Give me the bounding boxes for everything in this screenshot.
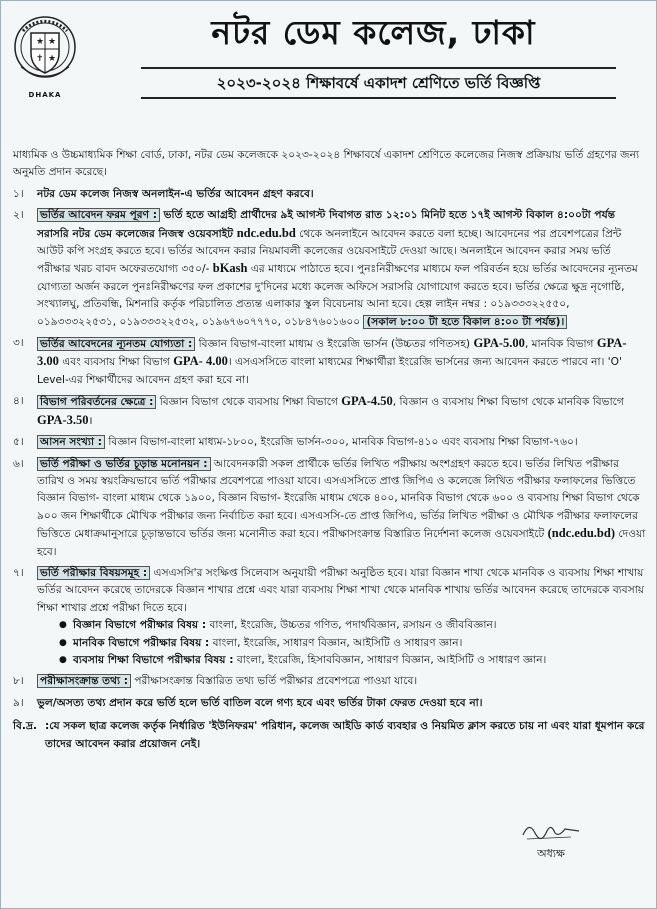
item-number: ৬। [13,457,24,470]
item-body [37,335,646,389]
website-link: ndc.edu.bd [236,225,296,240]
item-number: ৩। [13,337,24,350]
note-block [13,718,646,753]
item-heading: বিভাগ পরিবর্তনের ক্ষেত্রে : [37,395,156,409]
item-text: বিজ্ঞান বিভাগ থেকে ব্যবসায় শিক্ষা বিভাগে [156,396,342,409]
list-item [13,456,646,561]
svg-text:★: ★ [48,54,57,64]
item-heading: পরীক্ষাসংক্রান্ত তথ্য : [37,674,131,688]
subject-label: ব্যবসায় শিক্ষা বিভাগে পরীক্ষার বিষয় : [73,653,234,666]
item-number: ৯। [13,696,24,709]
svg-text:★: ★ [36,37,45,47]
item-text: । [88,414,93,427]
helpline-hours: (সকাল ৮:০০ টা হতে বিকাল ৪:০০ টা পর্যন্ত)। [363,315,567,329]
item-heading: ভর্তির আবেদনের ন্যূনতম যোগ্যতা : [37,337,195,351]
gpa-value: GPA-5.00 [473,336,525,351]
notice-header [1,1,656,113]
subject-value: বাংলা, ইংরেজি, সাধারণ বিজ্ঞান, আইসিটি ও সাধারণ জ্ঞান। [209,636,463,649]
gpa-value: GPA- 4.00 [173,354,228,369]
item-text: , মানবিক বিভাগ [524,338,597,351]
notice-subtitle: ২০২৩-২০২৪ শিক্ষাবর্ষে একাদশ শ্রেণিতে ভর্তি বিজ্ঞপ্তি [141,67,616,99]
item-heading: ভর্তি পরীক্ষার বিষয়সমূহ : [37,566,150,580]
principal-title: অধ্যক্ষ [537,847,565,860]
list-item [13,695,646,712]
subject-label: মানবিক বিভাগে পরীক্ষার বিষয় : [73,636,210,649]
item-number: ৮। [13,675,24,688]
subject-item [73,635,646,652]
item-text: । এসএসসিতে বাংলা মাধ্যমের শিক্ষার্থীরা ইংরেজি ভার্সনের জন্য আবেদন করতে পারবে না। 'O' Level-এর শিক্ষার্থীদের আবেদন গ্রহণ করা হবে না। [37,356,622,386]
item-body [37,456,646,561]
signature-mark [521,819,581,841]
item-text: আবেদনকারী সকল প্রার্থীকে ভর্তির লিখিত পরীক্ষায় অংশগ্রহণ করতে হবে। ভর্তির লিখিত পরীক্ষার তারিখ ও সময় স্বয়ংক্রিয়ভাবে ভর্তি পরীক্ষার প্রবেশপত্রে পাওয়া যাবে। এসএসসিতে প্রাপ্ত জিপিএ ও কলেজে লিখিত পরীক্ষার ফলাফলের ভিত্তিতে বিজ্ঞান বিভাগ- বাংলা মাধ্যম থেকে ১৯০০, বিজ্ঞান বিভাগ- ইংরেজি মাধ্যম থেকে ৪০০, মানবিক বিভাগ থেকে ৬০০ ও ব্যবসায় শিক্ষা বিভাগ থেকে ৯০০ জন শিক্ষার্থীকে মৌখিক পরীক্ষার জন্য নির্বাচিত করা হবে। এসএসসি-তে প্রাপ্ত জিপিএ, ভর্তির লিখিত পরীক্ষা ও মৌখিক পরীক্ষার ফলাফলের ভিত্তিতে মেধাক্রমানুসারে চূড়ান্তভাবে ভর্তির জন্য মনোনীত করা হবে। পরীক্ষাসংক্রান্ত বিস্তারিত নির্দেশনা কলেজ ওয়েবসাইটে [37,457,640,541]
item-number: ৪। [13,395,24,408]
item-heading: ভর্তির আবেদন ফরম পূরণ : [37,208,160,222]
bkash-label: bKash [212,261,248,276]
item-text: ভুল/অসত্য তথ্য প্রদান করে ভর্তি হলে ভর্তি বাতিল বলে গণ্য হবে এবং ভর্তির টাকা ফেরত দেওয়া হবে না। [37,696,483,709]
gpa-value: GPA-3.00 [37,336,627,369]
principal-signature [506,819,596,864]
gpa-value: GPA-4.50 [341,394,393,409]
list-item [13,434,646,451]
notice-body [13,147,646,753]
item-number: ১। [13,187,24,200]
item-text: বিজ্ঞান বিভাগ-বাংলা মাধ্যম ও ইংরেজি ভার্সন (উচ্চতর গণিতসহ) [195,338,474,351]
note-text: :যে সকল ছাত্র কলেজ কর্তৃক নির্ধারিত 'ইউনিফরম' পরিধান, কলেজ আইডি কার্ড ব্যবহার ও নিয়মিত ক্লাস করতে চায় না এবং যারা ধূমপান করে তাদের আবেদন করার প্রয়োজন নেই। [45,720,645,750]
list-item [13,673,646,690]
item-text: পরীক্ষাসংক্রান্ত বিস্তারিত তথ্য ভর্তি পরীক্ষার প্রবেশপত্রে পাওয়া যাবে। [131,675,418,688]
item-body [37,393,646,430]
subject-item [73,652,646,669]
website-link: (ndc.edu.bd) [547,526,615,541]
note-label: বি.দ্র. [13,720,38,733]
subject-item [73,617,646,634]
item-text: নটর ডেম কলেজ নিজস্ব অনলাইন-এ ভর্তির আবেদন গ্রহণ করবে। [37,187,314,200]
item-text: এর মাধ্যমে পাঠাতে হবে। পুনঃনিরীক্ষণের মাধ্যমে ফল পরিবর্তন হয়ে ভর্তির আবেদনের ন্যূনতম যোগ্যতা অর্জন করলে পুনঃনিরীক্ষণের ফল প্রকাশের দু'দিনের মধ্যে কলেজ অফিসে সরাসরি যোগাযোগ করতে হবে। ভর্তির ক্ষেত্রে ক্ষুদ্র নৃগোষ্ঠি, সংখ্যালঘু, প্রতিবন্ধি, মিশনারি কর্তৃক পরিচালিত প্রত্যন্ত এলাকার স্কুল বিবেচনায় আনা হবে। হেল্প লাইন নম্বর : ০১৯৩৩৩২২৫৫০, ০১৯৩৩৩২২৫৩১, ০১৯৩৩৩২২৫৩২, ০১৯৬৭৬০৭৭৭০, ০১৮৪৭৬০১৬০০ [37,263,638,328]
subject-value: বাংলা, ইংরেজি, উচ্চতর গণিত, পদার্থবিজ্ঞান, রসায়ন ও জীববিজ্ঞান। [206,619,497,632]
item-number: ৫। [13,436,24,449]
college-title: নটর ডেম কলেজ, ঢাকা [211,13,536,52]
list-item [13,207,646,331]
list-item [13,393,646,430]
item-text: দেওয়া হবে। [37,528,646,558]
item-text: এবং ব্যবসায় শিক্ষা বিভাগ [58,356,174,369]
list-item [13,565,646,669]
subject-label: বিজ্ঞান বিভাগে পরীক্ষার বিষয় : [73,619,207,632]
list-item [13,186,646,203]
item-body [37,207,646,331]
item-text: এসএসসি'র সংক্ষিপ্ত সিলেবাস অনুযায়ী পরীক্ষা অনুষ্ঠিত হবে। যারা বিজ্ঞান শাখা থেকে মানবিক ও ব্যবসায় শিক্ষা শাখায় ভর্তির আবেদন করেছে তাদেরকে বিজ্ঞান শাখার প্রশ্নে এবং যারা ব্যবসায় শিক্ষা শাখা থেকে মানবিক শাখায় ভর্তির আবেদন করেছে তাদেরকে ব্যবসায় শিক্ষা শাখার প্রশ্নে পরীক্ষা দিতে হবে। [37,566,645,614]
svg-text:★: ★ [48,37,57,47]
svg-text:✝: ✝ [36,54,44,64]
item-number: ২। [13,209,24,222]
subject-list [37,617,646,669]
subject-value: বাংলা, ইংরেজি, হিসাববিজ্ঞান, সাধারণ বিজ্ঞান, আইসিটি ও সাধারণ জ্ঞান। [233,653,547,666]
item-text: থেকে অনলাইনে আবেদন করতে বলা হচ্ছে। আবেদনের পর প্রবেশপত্রের প্রিন্ট আউট কপি সংগ্রহ করতে হবে। ভর্তির আবেদন করার নিয়মাবলী কলেজের ওয়েবসাইটে দেওয়া আছে। অনলাইনে আবেদন করার সময় ভর্তি পরীক্ষার খরচ বাবদ অফেরতযোগ্য ৩৫০/- [37,227,622,276]
item-body [37,565,646,669]
item-text: , বিজ্ঞান ও ব্যবসায় শিক্ষা বিভাগ থেকে মানবিক বিভাগে [392,396,624,409]
crest-caption: DHAKA [28,91,62,99]
item-body [37,673,646,690]
item-heading: ভর্তি পরীক্ষা ও ভর্তির চূড়ান্ত মনোনয়ন : [37,457,211,471]
college-crest-icon [13,11,77,91]
item-text: ভর্তি হতে আগ্রহী প্রার্থীদের ৯ই আগস্ট দিবাগত রাত ১২:০১ মিনিট হতে ১৭ই আগস্ট বিকাল ৪:০০টা পর্যন্ত সরাসরি নটর ডেম কলেজের নিজস্ব ওয়েবসাইট [37,209,616,240]
list-item [13,335,646,389]
item-heading: আসন সংখ্যা : [37,435,105,449]
gpa-value: GPA-3.50 [37,412,89,427]
intro-paragraph: মাধ্যমিক ও উচ্চমাধ্যমিক শিক্ষা বোর্ড, ঢাকা, নটর ডেম কলেজকে ২০২৩-২০২৪ শিক্ষাবর্ষে একাদশ শ্রেণিতে কলেজের নিজস্ব প্রক্রিয়ায় ভর্তি গ্রহণের জন্য অনুমতি প্রদান করেছে। [13,149,640,179]
item-text: বিজ্ঞান বিভাগ-বাংলা মাধ্যম-১৮০০, ইংরেজি ভার্সন-৩০০, মানবিক বিভাগ-৪১০ এবং ব্যবসায় শিক্ষা বিভাগ-৭৬০। [104,436,578,449]
item-number: ৭। [13,566,24,579]
item-body [37,434,646,451]
